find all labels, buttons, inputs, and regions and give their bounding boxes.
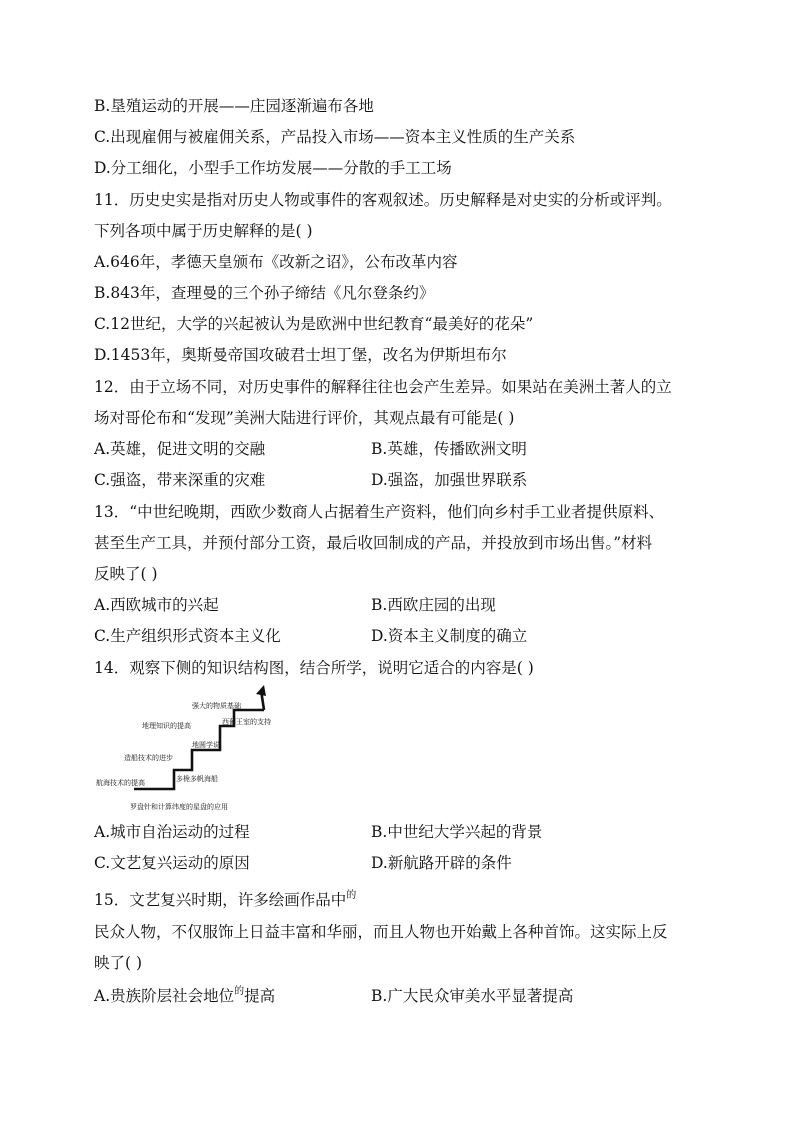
option-13b: B.西欧庄园的出现 — [371, 596, 496, 614]
option-11d: D.1453年，奥斯曼帝国攻破君士坦丁堡，改名为伊斯坦布尔 — [94, 346, 507, 364]
question-14: 14．观察下侧的知识结构图，结合所学，说明它适合的内容是( ) — [94, 659, 534, 677]
option-10d: D.分工细化，小型手工作坊发展——分散的手工工场 — [94, 159, 452, 177]
option-15a — [94, 986, 275, 1009]
label-material-base: 强大的物质基础 — [192, 702, 241, 710]
question-12-line1: 12．由于立场不同，对历史事件的解释往往也会产生差异。如果站在美洲土著人的立 — [94, 378, 672, 396]
label-globe-theory: 地圆学说 — [192, 741, 220, 749]
option-15a-post: 提高 — [244, 987, 276, 1005]
question-15-line1 — [94, 890, 356, 913]
question-15-line3: 映了( ) — [94, 954, 143, 972]
question-15-line2: 民众人物，不仅服饰上日益丰富和华丽，而且人物也开始戴上各种首饰。这实际上反 — [94, 923, 668, 941]
question-11-line2: 下列各项中属于历史解释的是( ) — [94, 222, 313, 240]
label-royal-support: 西葡王室的支持 — [222, 718, 271, 726]
question-15-text: 15．文艺复兴时期，许多绘画作品中 — [94, 891, 347, 909]
option-14c: C.文艺复兴运动的原因 — [94, 854, 250, 872]
question-15-sup: 的 — [346, 890, 357, 901]
option-12d: D.强盗，加强世界联系 — [371, 471, 528, 489]
staircase-arrow-head — [256, 685, 266, 696]
question-11-line1: 11．历史史实是指对历史人物或事件的客观叙述。历史解释是对史实的分析或评判。 — [94, 191, 672, 209]
question-13-line1: 13．“中世纪晚期，西欧少数商人占据着生产资料，他们向乡村手工业者提供原料、 — [94, 503, 665, 521]
option-14d: D.新航路开辟的条件 — [371, 854, 512, 872]
option-11a: A.646年，孝德天皇颁布《改新之诏》，公布改革内容 — [94, 253, 458, 271]
question-13-line2: 甚至生产工具，并预付部分工资，最后收回制成的产品，并投放到市场出售。”材料 — [94, 534, 653, 552]
option-10c: C.出现雇佣与被雇佣关系，产品投入市场——资本主义性质的生产关系 — [94, 128, 576, 146]
option-15a-pre: A.贵族阶层社会地位 — [94, 987, 235, 1005]
question-12-line2: 场对哥伦布和“发现”美洲大陆进行评价，其观点最有可能是( ) — [94, 409, 515, 427]
option-12c: C.强盗，带来深重的灾难 — [94, 471, 266, 489]
option-11b: B.843年，查理曼的三个孙子缔结《凡尔登条约》 — [94, 284, 435, 302]
option-12b: B.英雄，传播欧洲文明 — [371, 440, 527, 458]
knowledge-structure-diagram — [94, 684, 304, 816]
question-13-line3: 反映了( ) — [94, 565, 158, 583]
label-navigation-tech: 航海技术的提高 — [96, 779, 145, 787]
option-13d: D.资本主义制度的确立 — [371, 627, 528, 645]
option-15a-sup: 的 — [234, 986, 245, 997]
option-15b: B.广大民众审美水平显著提高 — [371, 987, 574, 1005]
option-14a: A.城市自治运动的过程 — [94, 823, 250, 841]
option-14b: B.中世纪大学兴起的背景 — [371, 823, 543, 841]
option-11c: C.12世纪，大学的兴起被认为是欧洲中世纪教育“最美好的花朵” — [94, 315, 534, 333]
label-shipbuilding: 造船技术的进步 — [124, 754, 173, 762]
option-12a: A.英雄，促进文明的交融 — [94, 440, 266, 458]
option-13a: A.西欧城市的兴起 — [94, 596, 219, 614]
option-13c: C.生产组织形式资本主义化 — [94, 627, 281, 645]
option-10b: B.垦殖运动的开展——庄园逐渐遍布各地 — [94, 97, 374, 115]
label-compass-astrolabe: 罗盘针和计算纬度的星盘的应用 — [130, 803, 228, 811]
label-multi-mast-ship: 多桅多帆海船 — [176, 775, 218, 783]
label-geo-knowledge: 地理知识的提高 — [142, 722, 191, 730]
